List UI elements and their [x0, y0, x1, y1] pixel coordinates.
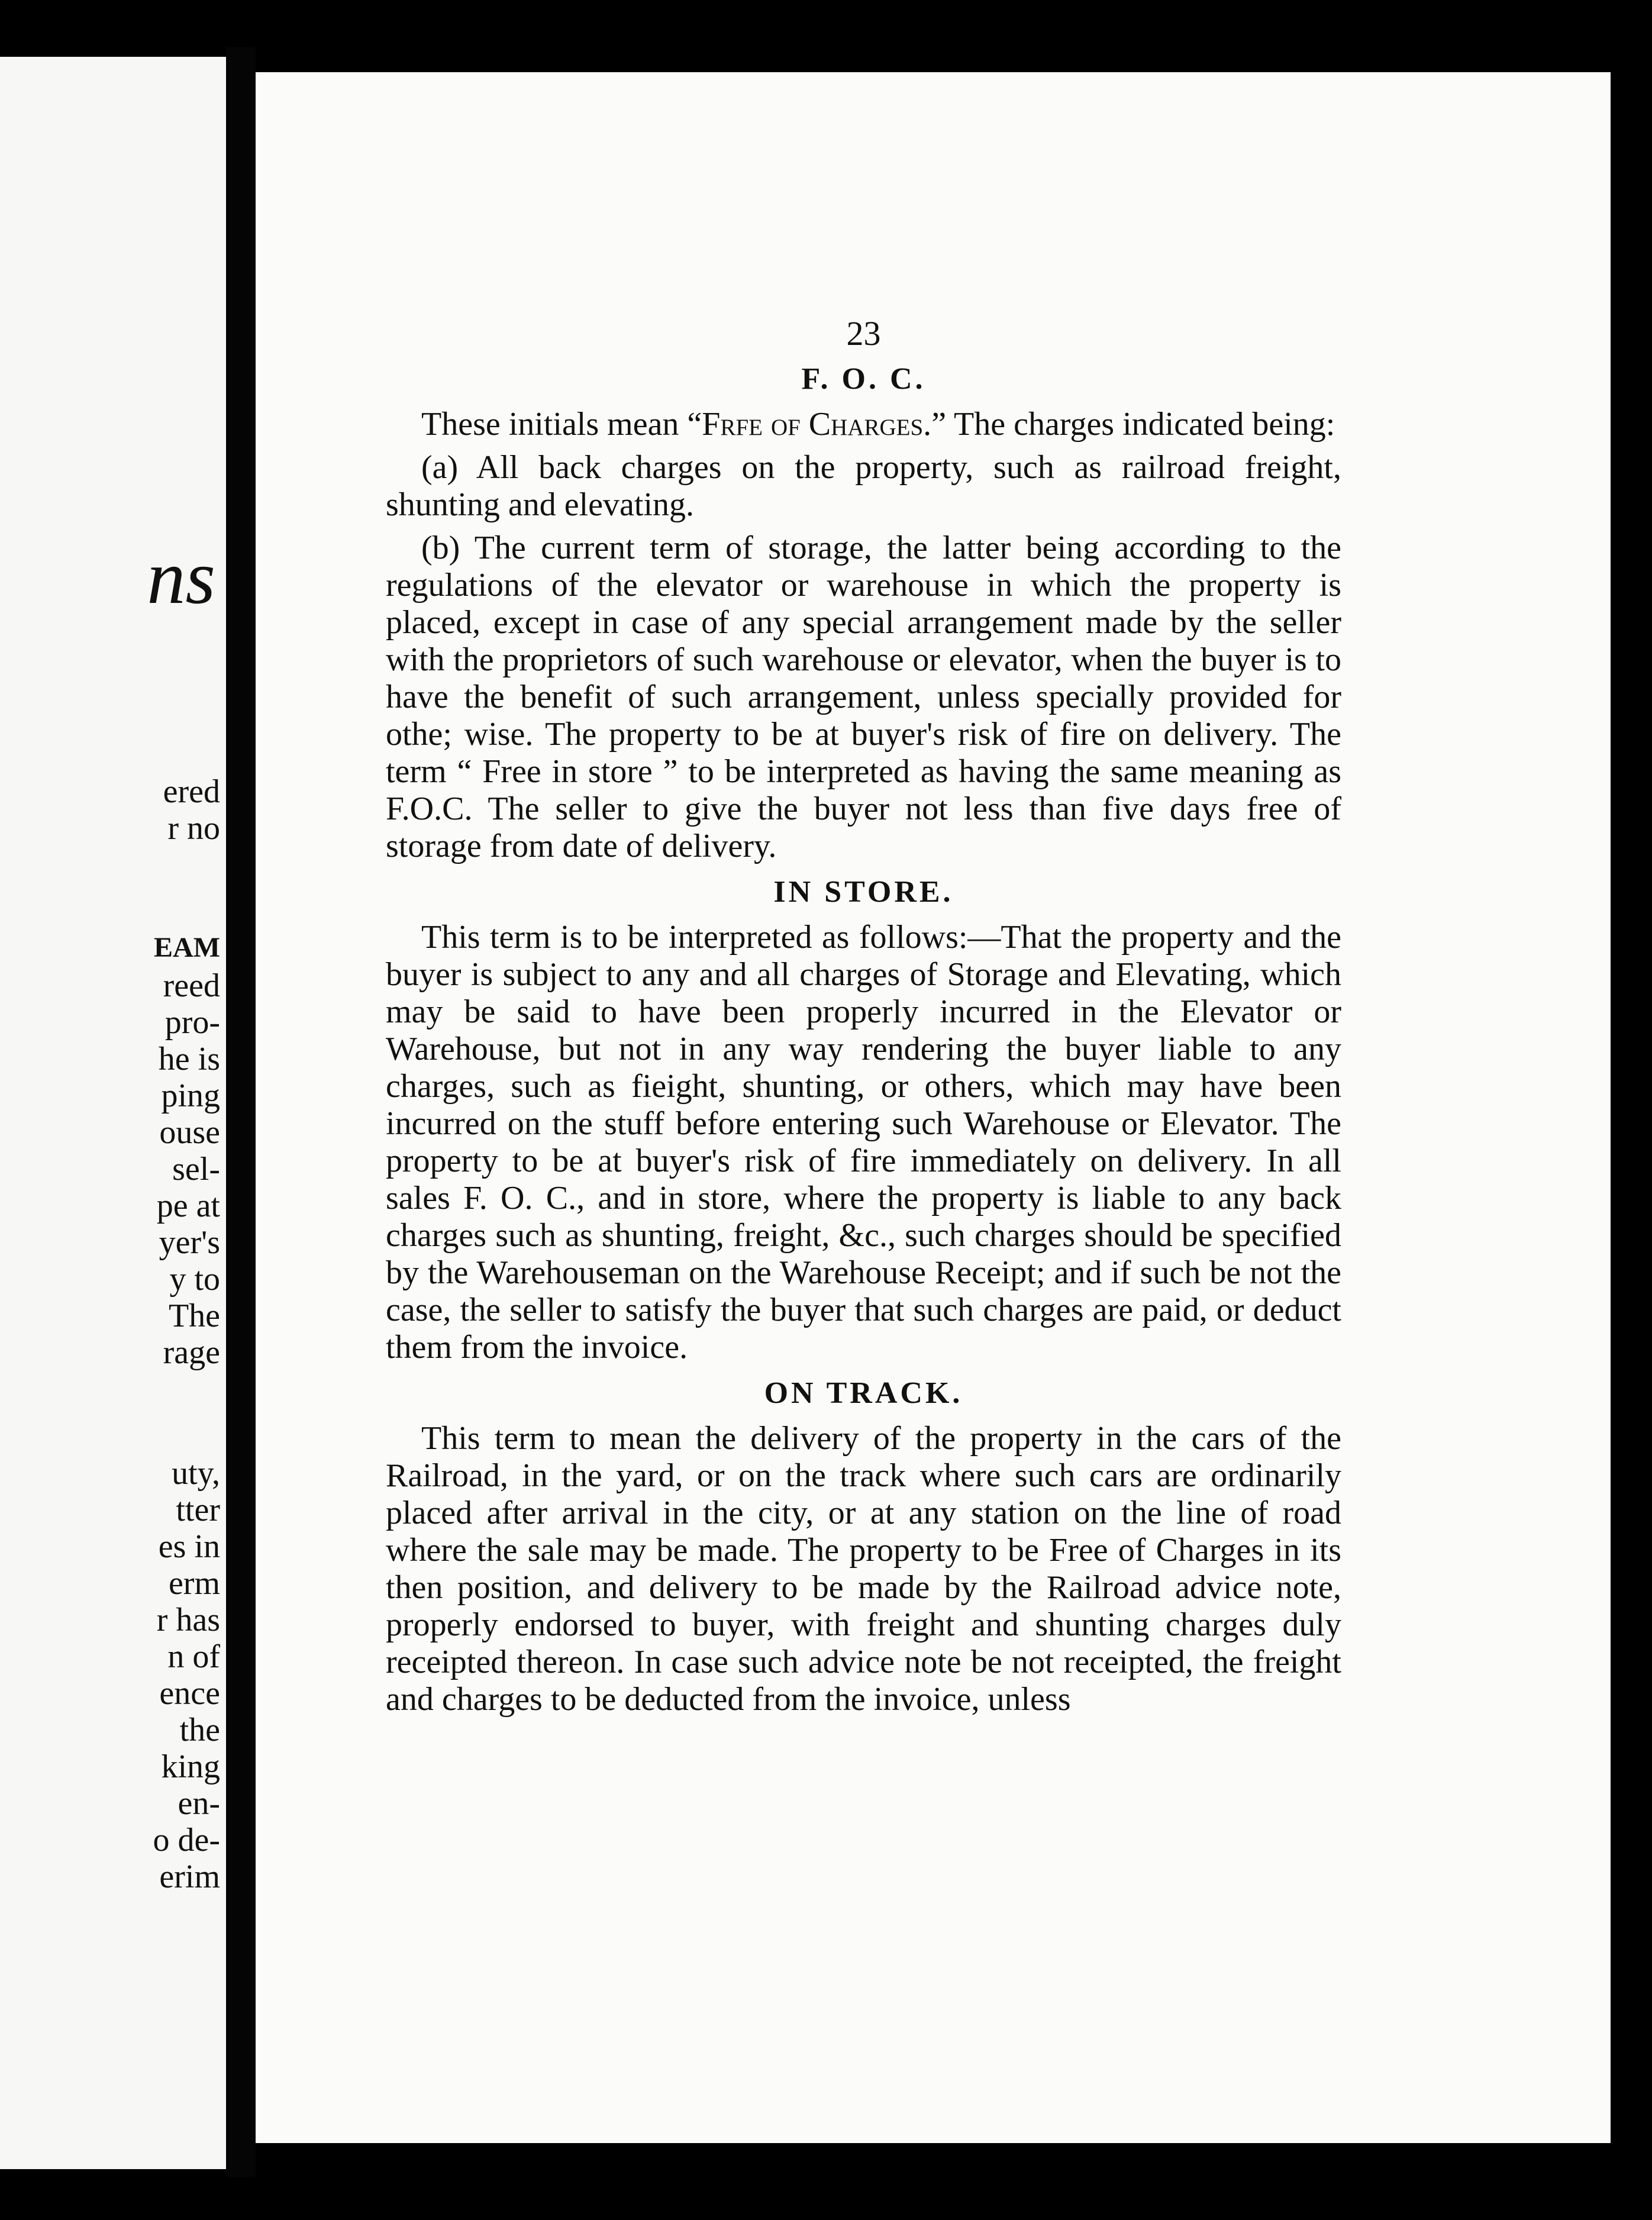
left-margin-text: he is: [158, 1041, 220, 1077]
left-margin-text: tter: [176, 1492, 220, 1528]
left-page-fragment: [0, 57, 226, 2169]
left-margin-text: yer's: [159, 1224, 220, 1261]
book-spine: [226, 47, 256, 2177]
foc-intro-before: These initials mean “: [421, 406, 702, 443]
page-text-block: [386, 315, 1341, 1724]
left-margin-text: sel-: [172, 1151, 220, 1188]
left-margin-text: king: [161, 1748, 220, 1785]
page-number: 23: [846, 314, 881, 353]
left-margin-text: n of: [167, 1638, 220, 1675]
foc-intro-after: ” The charges indicated being:: [931, 406, 1335, 443]
in-store-paragraph: This term is to be interpreted as follows:—That the property and the buyer is subject to any and all charges of Storage and Elevating, which may be said to have been properly incurred in the Elevator or Warehouse, but not in any way rendering the buyer liable to any charges, such as fieight, shunting, or others, which may have been incurred on the stuff before entering such Warehouse or Elevator. The property to be at buyer's risk of fire immediately on delivery. In all sales F. O. C., and in store, where the property is liable to any back charges such as shunting, freight, &c., such charges should be specified by the Warehouseman on the Warehouse Receipt; and if such be not the case, the seller to satisfy the buyer that such charges are paid, or deduct them from the invoice.: [386, 919, 1341, 1366]
left-margin-text: erim: [159, 1858, 220, 1895]
left-margin-text: ns: [147, 535, 215, 620]
left-margin-text: r has: [156, 1602, 220, 1638]
left-margin-text: pro-: [164, 1004, 220, 1041]
right-page: [256, 72, 1611, 2143]
left-margin-text: pe at: [156, 1188, 220, 1224]
foc-intro-paragraph: [386, 406, 1341, 443]
left-margin-text: o de-: [153, 1822, 220, 1858]
section-heading-in-store: IN STORE.: [773, 875, 954, 909]
section-heading-foc: F. O. C.: [801, 362, 926, 396]
foc-intro-caps: Frfe of Charges.: [702, 406, 932, 443]
left-margin-text: ouse: [159, 1114, 220, 1151]
left-margin-text: ence: [159, 1675, 220, 1712]
foc-paragraph-a: (a) All back charges on the property, such as railroad freight, shunting and elevating.: [386, 449, 1341, 523]
left-margin-text: The: [168, 1298, 220, 1334]
foc-paragraph-b: (b) The current term of storage, the latter being according to the regulations of the elevator or warehouse in which the property is placed, except in case of any special arrangement made by the seller with the proprietors of such warehouse or elevator, when the buyer is to have the benefit of such arrangement, unless specially provided for othe; wise. The property to be at buyer's risk of fire on delivery. The term “ Free in store ” to be interpreted as having the same meaning as F.O.C. The seller to give the buyer not less than five days free of storage from date of delivery.: [386, 530, 1341, 864]
left-margin-text: the: [179, 1712, 220, 1748]
left-margin-text: y to: [169, 1261, 220, 1298]
left-margin-text: uty,: [172, 1455, 220, 1492]
left-margin-text: EAM: [154, 932, 220, 963]
left-margin-text: en-: [178, 1785, 220, 1822]
left-margin-text: reed: [163, 967, 220, 1004]
left-margin-text: r no: [167, 810, 220, 847]
left-margin-text: ping: [161, 1077, 220, 1114]
section-heading-on-track: ON TRACK.: [764, 1376, 963, 1410]
left-margin-text: es in: [158, 1528, 220, 1565]
left-margin-text: ered: [163, 773, 220, 810]
left-margin-text: erm: [168, 1565, 220, 1602]
left-margin-text: rage: [163, 1334, 220, 1371]
on-track-paragraph: This term to mean the delivery of the property in the cars of the Railroad, in the yard, or on the track where such cars are ordinarily placed after arrival in the city, or at any station on the line of road where the sale may be made. The property to be Free of Charges in its then position, and delivery to be made by the Railroad advice note, properly endorsed to buyer, with freight and shunting charges duly receipted thereon. In case such advice note be not receipted, the freight and charges to be deducted from the invoice, unless: [386, 1420, 1341, 1718]
